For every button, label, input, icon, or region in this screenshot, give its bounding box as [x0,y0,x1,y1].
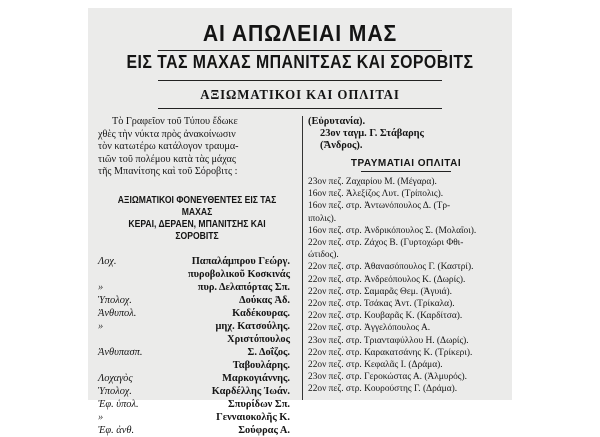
officer-name: μηχ. Κατσούλης. [215,320,290,332]
wounded-row: 22ον πεζ. στρ. Ζάχος Β. (Γυρτοχώρι Φθι- [308,238,464,249]
officer-row [98,398,296,411]
wounded-row: 23ον πεζ. στρ. Τριανταφύλλου Η. (Δωρίς). [308,335,469,346]
officer-name: Καρδέλλης Ἰωάν. [211,385,290,397]
officer-name: πυροβολικοῦ Κοσκινάς [187,268,290,280]
officer-rank [98,359,156,372]
wounded-row: ιπολις). [308,213,337,224]
officers-subheading-line: ΑΞΙΩΜΑΤΙΚΟΙ ΦΟΝΕΥΘΕΝΤΕΣ ΕΙΣ ΤΑΣ ΜΑΧΑΣ [117,194,277,218]
wounded-row: 22ον πεζ. στρ. Κουβαρᾶς Κ. (Καρδίτσα). [308,311,463,322]
section-heading: ΑΞΙΩΜΑΤΙΚΟΙ ΚΑΙ ΟΠΛΙΤΑΙ [200,88,400,103]
officer-rank: » [98,411,104,423]
officer-rank: Ἀνθυπασπ. [98,346,143,358]
officer-row [98,268,296,281]
officer-rank: Ὑπολοχ. [98,385,132,397]
wounded-row: 23ον πεζ. Ζαχαρίου Μ. (Μέγαρα). [308,177,437,187]
intro-line: τιῶν τοῦ πολέμου κατὰ τὰς μάχας [98,153,236,165]
officer-rank: » [98,320,104,332]
officer-row [98,346,296,359]
officers-subheading [112,195,282,243]
wounded-row: 16ον πεζ. Ἀλεξίζος Λυτ. (Τρίπολις). [308,189,444,200]
wounded-heading-rule [361,171,451,172]
wounded-row: 22ον πεζ. στρ. Τσάκας Ἀντ. (Τρίκαλα). [308,299,455,310]
wounded-row: 22ον πεζ. στρ. Ἀθανασόπουλος Γ. (Καστρί). [308,262,474,273]
continuation-line: (Εὐρυτανία). [308,116,366,127]
wounded-row: 22ον πεζ. στρ. Κουρούστης Γ. (Δράμα). [308,384,458,395]
officer-row [98,385,296,398]
left-column [98,116,296,437]
officer-name: Γενναιοκολῆς Κ. [216,411,290,423]
officer-rank: Ὑπολοχ. [98,294,132,306]
headline: ΑΙ ΑΠΩΛΕΙΑΙ ΜΑΣ [202,20,398,46]
officer-name: Σπυρίδων Σπ. [228,398,290,410]
officer-row [98,255,296,268]
column-divider [302,116,303,400]
wounded-row: 22ον πεζ. στρ. Ἀγγελόπουλος Α. [308,323,431,334]
officer-row [98,320,296,333]
officers-list [98,255,296,437]
intro-line: τὸν κατωτέρω κατάλογον τραυμα- [98,141,239,152]
officer-rank [98,333,156,346]
officer-row [98,372,296,385]
officer-rank: Ἐφ. ὑπολ. [98,398,139,410]
officer-row [98,424,296,437]
officer-rank: Ἀνθυπολ. [98,307,137,319]
officer-rank: Ἐφ. ἀνθ. [98,424,135,436]
intro-line: χθὲς τὴν νύκτα πρὸς ἀνακοίνωσιν [98,128,236,140]
wounded-row: 22ον πεζ. στρ. Σαμαρᾶς Θεμ. (Ἀγυιά). [308,286,453,297]
wounded-row: 16ον πεζ. στρ. Ἀντωνόπουλος Δ. (Τρ- [308,201,451,212]
officer-name: Δούκας Ἀδ. [239,294,290,306]
wounded-list [308,176,504,396]
officer-name: Παπαλάμπρου Γεώργ. [191,255,290,267]
wounded-heading: ΤΡΑΥΜΑΤΙΑΙ ΟΠΛΙΤΑΙ [350,158,462,169]
officer-rank: Λοχ. [98,255,117,267]
newspaper-page [88,8,512,436]
intro-line: Τὸ Γραφεῖον τοῦ Τύπου ἔδωκε [112,116,238,127]
wounded-row: 16ον πεζ. στρ. Ἀνδρικόπουλος Σ. (Μολαΐοι). [308,225,477,236]
officer-name: Ταβουλάρης. [232,359,290,371]
intro-line: τῆς Μπανίτσης καὶ τοῦ Σόροβιτς : [98,166,238,177]
subheadline: ΕΙΣ ΤΑΣ ΜΑΧΑΣ ΜΠΑΝΙΤΣΑΣ ΚΑΙ ΣΟΡΟΒΙΤΣ [126,52,474,72]
officer-name: πυρ. Δελαπόρτας Σπ. [197,281,290,293]
officer-name: Καδέκουρας. [232,307,290,319]
officer-row [98,333,296,346]
officer-name: Χριστόπουλος [227,333,290,345]
officer-name: Μαρκογιάννης. [222,372,290,384]
section-divider [158,108,442,109]
officers-subheading-line: ΚΕΡΑΙ, ΔΕΡΑΕΝ, ΜΠΑΝΙΤΣΗΣ ΚΑΙ ΣΟΡΟΒΙΤΣ [128,218,266,242]
wounded-row: 22ον πεζ. στρ. Καρακατσάνης Κ. (Τρίκερι). [308,347,473,358]
officer-name: Σούφρας Α. [238,424,290,436]
wounded-row: 22ον πεζ. στρ. Κεφαλᾶς Ι. (Δράμα). [308,360,443,371]
officer-row [98,294,296,307]
officer-row [98,359,296,372]
officer-row [98,411,296,424]
headline-divider [158,50,442,51]
wounded-row: ώτιδος). [308,250,339,261]
officer-rank: Λοχαγὸς [98,372,133,384]
officer-rank: » [98,281,104,293]
officer-row [98,307,296,320]
officer-row [98,281,296,294]
subheadline-divider [158,80,442,81]
continuation-line: (Ἄνδρος). [320,140,363,151]
wounded-row: 22ον πεζ. στρ. Ἀνδρεόπουλος Κ. (Δωρίς). [308,274,466,285]
officer-rank [98,268,156,281]
officer-name: Σ. Δοΐζος. [247,346,290,358]
wounded-row: 23ον πεζ. στρ. Γεροκώστας Α. (Ἀλμυρός). [308,372,467,383]
intro-paragraph [98,116,296,179]
continuation-line: 23ον ταγμ. Γ. Στάβαρης [320,128,424,139]
right-column [308,116,504,396]
